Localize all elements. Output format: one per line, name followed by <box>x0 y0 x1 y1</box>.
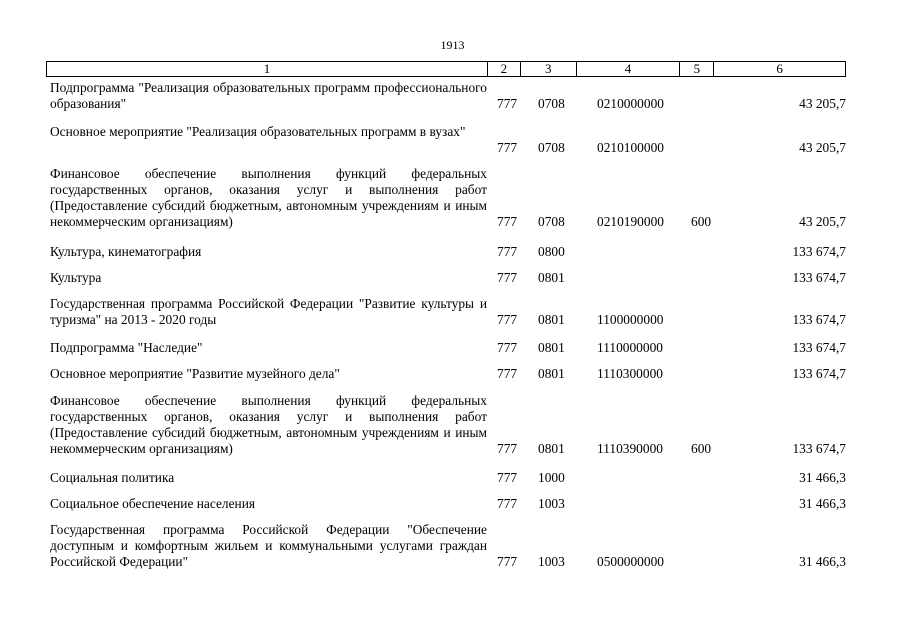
cell-col-2: 777 <box>497 441 518 456</box>
table-row <box>50 522 846 570</box>
header-col-2: 2 <box>488 62 521 76</box>
cell-col-3: 1003 <box>538 496 565 511</box>
cell-col-2: 777 <box>497 554 518 569</box>
cell-col-6: 31 466,3 <box>799 554 846 569</box>
cell-col-3: 0801 <box>538 270 565 285</box>
table-row <box>50 393 846 457</box>
cell-col-3: 0801 <box>538 340 565 355</box>
table-row <box>50 496 846 512</box>
cell-col-2: 777 <box>497 96 518 111</box>
row-description: Социальная политика <box>50 470 175 485</box>
cell-col-2: 777 <box>497 140 518 155</box>
cell-col-3: 0708 <box>538 140 565 155</box>
cell-col-2: 777 <box>497 366 518 381</box>
cell-col-4: 0210100000 <box>597 140 664 155</box>
header-col-3: 3 <box>521 62 577 76</box>
cell-col-6: 43 205,7 <box>799 140 846 155</box>
table-row <box>50 124 846 156</box>
cell-col-3: 1000 <box>538 470 565 485</box>
cell-col-4: 1110000000 <box>597 340 663 355</box>
cell-col-3: 0708 <box>538 96 565 111</box>
cell-col-3: 0801 <box>538 366 565 381</box>
row-description: Культура, кинематография <box>50 244 202 259</box>
cell-col-4: 0210000000 <box>597 96 664 111</box>
cell-col-4: 1110300000 <box>597 366 663 381</box>
page-number: 1913 <box>440 38 465 52</box>
header-col-1: 1 <box>47 62 488 76</box>
cell-col-6: 43 205,7 <box>799 214 846 229</box>
cell-col-6: 133 674,7 <box>792 441 846 456</box>
header-col-4: 4 <box>577 62 681 76</box>
cell-col-3: 0801 <box>538 441 565 456</box>
table-row <box>50 470 846 486</box>
row-description: Финансовое обеспечение выполнения функций федеральных государственных органов, оказания услуг и выполнения работ (Предоставление субсидий бюджетным, автономным учреждениям и иным некоммерческим организациям) <box>50 166 487 229</box>
row-description: Государственная программа Российской Федерации "Обеспечение доступным и комфортным жильем и коммунальными услугами граждан Российской Федерации" <box>50 522 487 569</box>
cell-col-4: 0210190000 <box>597 214 664 229</box>
table-row <box>50 296 846 328</box>
cell-col-6: 31 466,3 <box>799 496 846 511</box>
cell-col-3: 1003 <box>538 554 565 569</box>
cell-col-6: 133 674,7 <box>792 312 846 327</box>
table-header <box>46 61 846 77</box>
row-description: Подпрограмма "Реализация образовательных программ профессионального образования" <box>50 80 487 111</box>
cell-col-3: 0800 <box>538 244 565 259</box>
cell-col-3: 0801 <box>538 312 565 327</box>
cell-col-4: 1100000000 <box>597 312 664 327</box>
row-description: Основное мероприятие "Реализация образовательных программ в вузах" <box>50 124 466 139</box>
cell-col-2: 777 <box>497 340 518 355</box>
cell-col-6: 133 674,7 <box>792 244 846 259</box>
cell-col-2: 777 <box>497 244 518 259</box>
table-row <box>50 244 846 260</box>
table-row <box>50 80 846 112</box>
row-description: Социальное обеспечение населения <box>50 496 256 511</box>
cell-col-6: 31 466,3 <box>799 470 846 485</box>
cell-col-6: 43 205,7 <box>799 96 846 111</box>
row-description: Финансовое обеспечение выполнения функций федеральных государственных органов, оказания услуг и выполнения работ (Предоставление субсидий бюджетным, автономным учреждениям и иным некоммерческим организациям) <box>50 393 487 456</box>
table-row <box>50 366 846 382</box>
row-description: Культура <box>50 270 102 285</box>
cell-col-6: 133 674,7 <box>792 270 846 285</box>
cell-col-3: 0708 <box>538 214 565 229</box>
cell-col-2: 777 <box>497 214 518 229</box>
table-row <box>50 270 846 286</box>
header-col-6: 6 <box>776 61 783 76</box>
table-row <box>50 340 846 356</box>
cell-col-4: 1110390000 <box>597 441 663 456</box>
cell-col-4: 0500000000 <box>597 554 664 569</box>
cell-col-2: 777 <box>497 270 518 285</box>
row-description: Подпрограмма "Наследие" <box>50 340 203 355</box>
cell-col-6: 133 674,7 <box>792 366 846 381</box>
table-row <box>50 166 846 230</box>
cell-col-2: 777 <box>497 312 518 327</box>
cell-col-2: 777 <box>497 496 518 511</box>
cell-col-5: 600 <box>691 441 712 456</box>
cell-col-5: 600 <box>691 214 712 229</box>
row-description: Основное мероприятие "Развитие музейного дела" <box>50 366 340 381</box>
cell-col-2: 777 <box>497 470 518 485</box>
header-col-5: 5 <box>680 62 714 76</box>
row-description: Государственная программа Российской Федерации "Развитие культуры и туризма" на 2013 - 2020 годы <box>50 296 487 327</box>
cell-col-6: 133 674,7 <box>792 340 846 355</box>
